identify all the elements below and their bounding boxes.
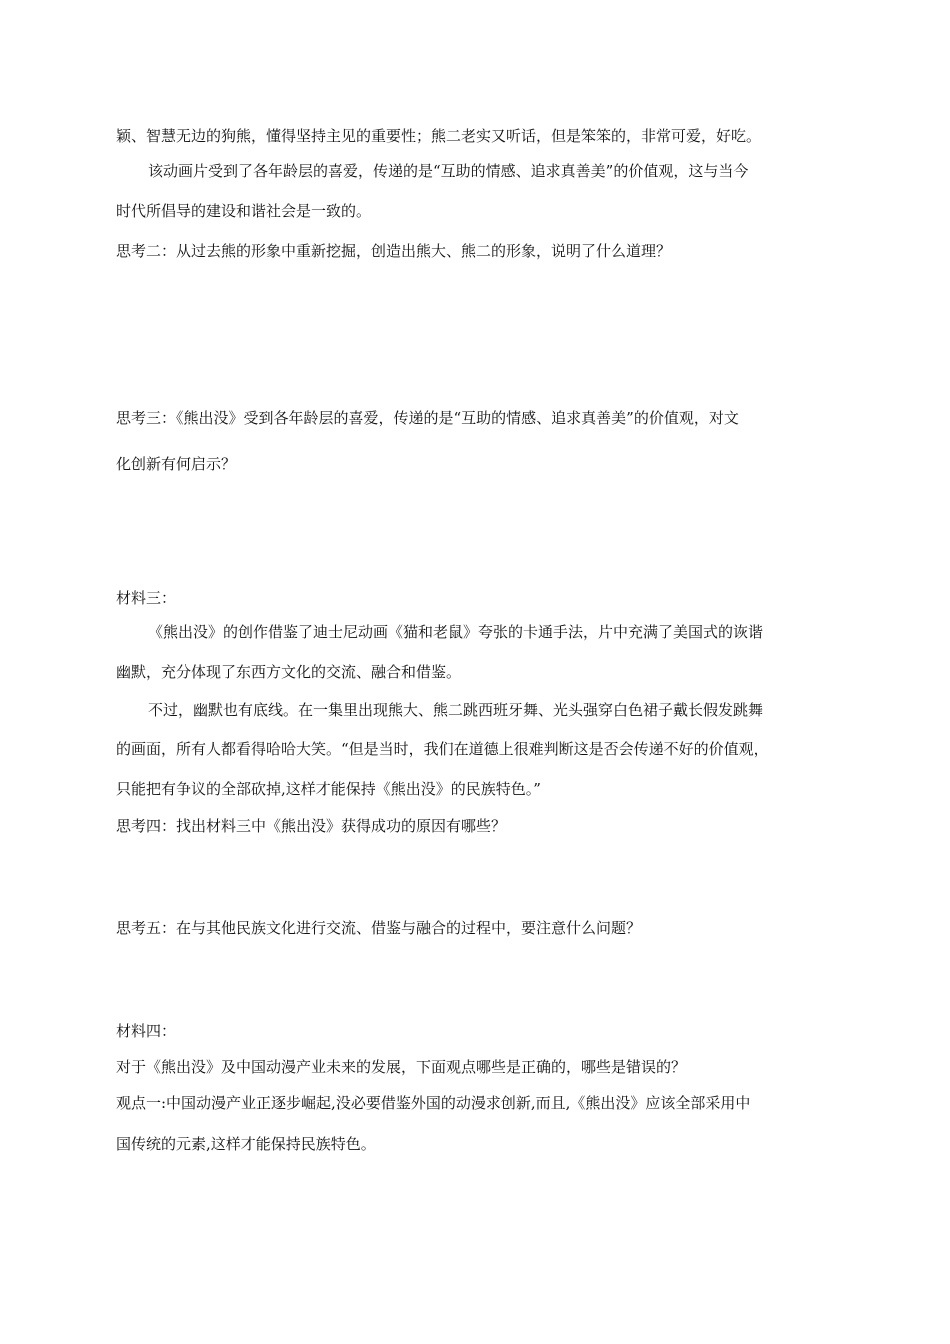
paragraph-line: 该动画片受到了各年龄层的喜爱，传递的是“互助的情感、追求真善美”的价值观，这与当今 [148, 162, 749, 180]
paragraph-line: 国传统的元素,这样才能保持民族特色。 [116, 1135, 376, 1153]
paragraph-line: 化创新有何启示？ [116, 455, 237, 473]
paragraph-line: 时代所倡导的建设和谐社会是一致的。 [116, 202, 372, 220]
section-heading-material-four: 材料四： [116, 1022, 177, 1040]
paragraph-line: 对于《熊出没》及中国动漫产业未来的发展，下面观点哪些是正确的，哪些是错误的？ [116, 1058, 687, 1076]
paragraph-line: 只能把有争议的全部砍掉,这样才能保持《熊出没》的民族特色。” [116, 780, 541, 798]
viewpoint-one: 观点一:中国动漫产业正逐步崛起,没必要借鉴外国的动漫求创新,而且,《熊出没》应该全部采用中 [116, 1094, 751, 1112]
question-three: 思考三：《熊出没》受到各年龄层的喜爱，传递的是“互助的情感、追求真善美”的价值观，对文 [116, 409, 739, 427]
section-heading-material-three: 材料三： [116, 589, 177, 607]
question-two: 思考二：从过去熊的形象中重新挖掘，创造出熊大、熊二的形象，说明了什么道理？ [116, 242, 672, 260]
paragraph-line: 不过，幽默也有底线。在一集里出现熊大、熊二跳西班牙舞、光头强穿白色裙子戴长假发跳舞 [148, 701, 764, 719]
question-five: 思考五：在与其他民族文化进行交流、借鉴与融合的过程中，要注意什么问题？ [116, 919, 642, 937]
paragraph-line: 《熊出没》的创作借鉴了迪士尼动画《猫和老鼠》夸张的卡通手法，片中充满了美国式的诙谐 [148, 623, 764, 641]
paragraph-line: 幽默，充分体现了东西方文化的交流、融合和借鉴。 [116, 663, 462, 681]
paragraph-line: 颖、智慧无边的狗熊，懂得坚持主见的重要性；熊二老实又听话，但是笨笨的，非常可爱，好吃。 [116, 127, 762, 145]
question-four: 思考四：找出材料三中《熊出没》获得成功的原因有哪些？ [116, 817, 507, 835]
paragraph-line: 的画面，所有人都看得哈哈大笑。“但是当时，我们在道德上很难判断这是否会传递不好的价值观， [116, 740, 769, 758]
